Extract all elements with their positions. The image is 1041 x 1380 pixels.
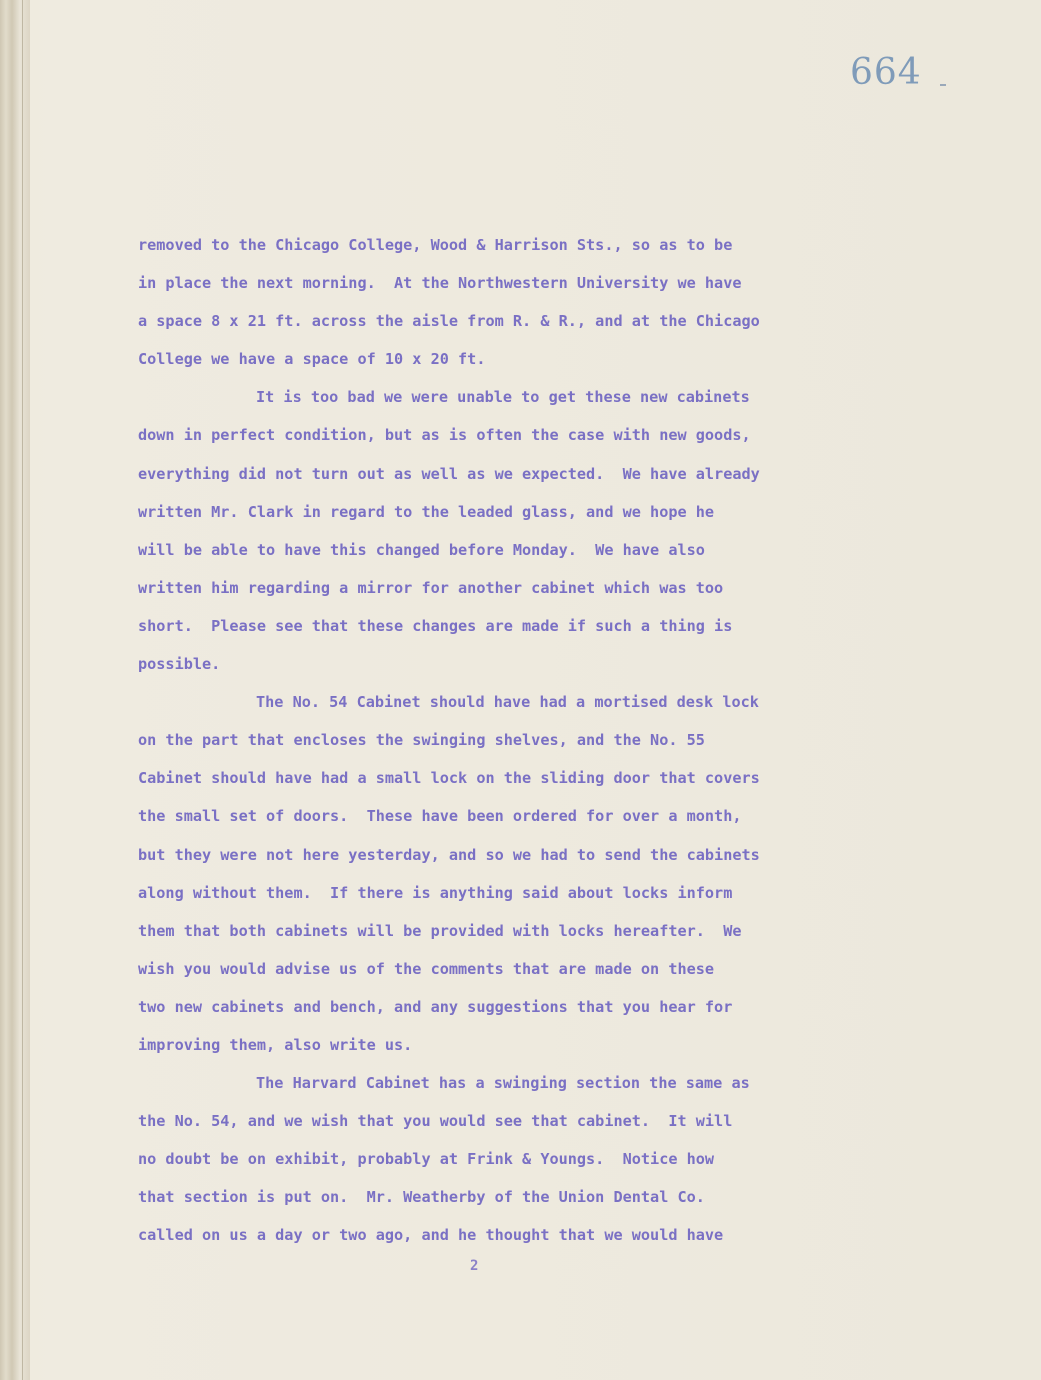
binding-edge — [0, 0, 30, 1380]
text-line: everything did not turn out as well as we expected. We have already — [138, 464, 760, 483]
text-line: two new cabinets and bench, and any suggestions that you hear for — [138, 997, 733, 1016]
letter-body — [138, 226, 928, 1255]
text-line: down in perfect condition, but as is often the case with new goods, — [138, 426, 751, 445]
text-line: improving them, also write us. — [138, 1035, 413, 1054]
text-line: written Mr. Clark in regard to the leaded glass, and we hope he — [138, 502, 715, 521]
text-line: along without them. If there is anything said about locks inform — [138, 883, 733, 902]
text-line: will be able to have this changed before Monday. We have also — [138, 540, 705, 559]
text-line: a space 8 x 21 ft. across the aisle from R. & R., and at the Chicago — [138, 312, 760, 331]
text-line: them that both cabinets will be provided with locks hereafter. We — [138, 921, 742, 940]
text-line: The No. 54 Cabinet should have had a mortised desk lock — [256, 693, 759, 712]
text-line: written him regarding a mirror for another cabinet which was too — [138, 578, 724, 597]
binding-line — [22, 0, 23, 1380]
page-number: 2 — [470, 1258, 479, 1274]
text-line: College we have a space of 10 x 20 ft. — [138, 350, 486, 369]
text-line: Cabinet should have had a small lock on the sliding door that covers — [138, 769, 760, 788]
text-line: on the part that encloses the swinging shelves, and the No. 55 — [138, 731, 705, 750]
text-line: short. Please see that these changes are made if such a thing is — [138, 616, 733, 635]
folio-mark — [940, 84, 946, 86]
text-line: that section is put on. Mr. Weatherby of the Union Dental Co. — [138, 1188, 705, 1207]
text-line: in place the next morning. At the Northwestern University we have — [138, 274, 742, 293]
text-line: wish you would advise us of the comments that are made on these — [138, 959, 715, 978]
text-line: possible. — [138, 655, 221, 674]
text-line: removed to the Chicago College, Wood & Harrison Sts., so as to be — [138, 236, 733, 254]
folio-number: 664 — [850, 52, 922, 93]
text-line: but they were not here yesterday, and so we had to send the cabinets — [138, 845, 760, 864]
text-line: The Harvard Cabinet has a swinging section the same as — [256, 1074, 750, 1093]
text-line: It is too bad we were unable to get these new cabinets — [256, 388, 750, 407]
text-line: the small set of doors. These have been ordered for over a month, — [138, 807, 742, 826]
text-line: the No. 54, and we wish that you would see that cabinet. It will — [138, 1112, 733, 1131]
text-line: no doubt be on exhibit, probably at Frink & Youngs. Notice how — [138, 1150, 715, 1169]
text-line: called on us a day or two ago, and he thought that we would have — [138, 1226, 724, 1245]
